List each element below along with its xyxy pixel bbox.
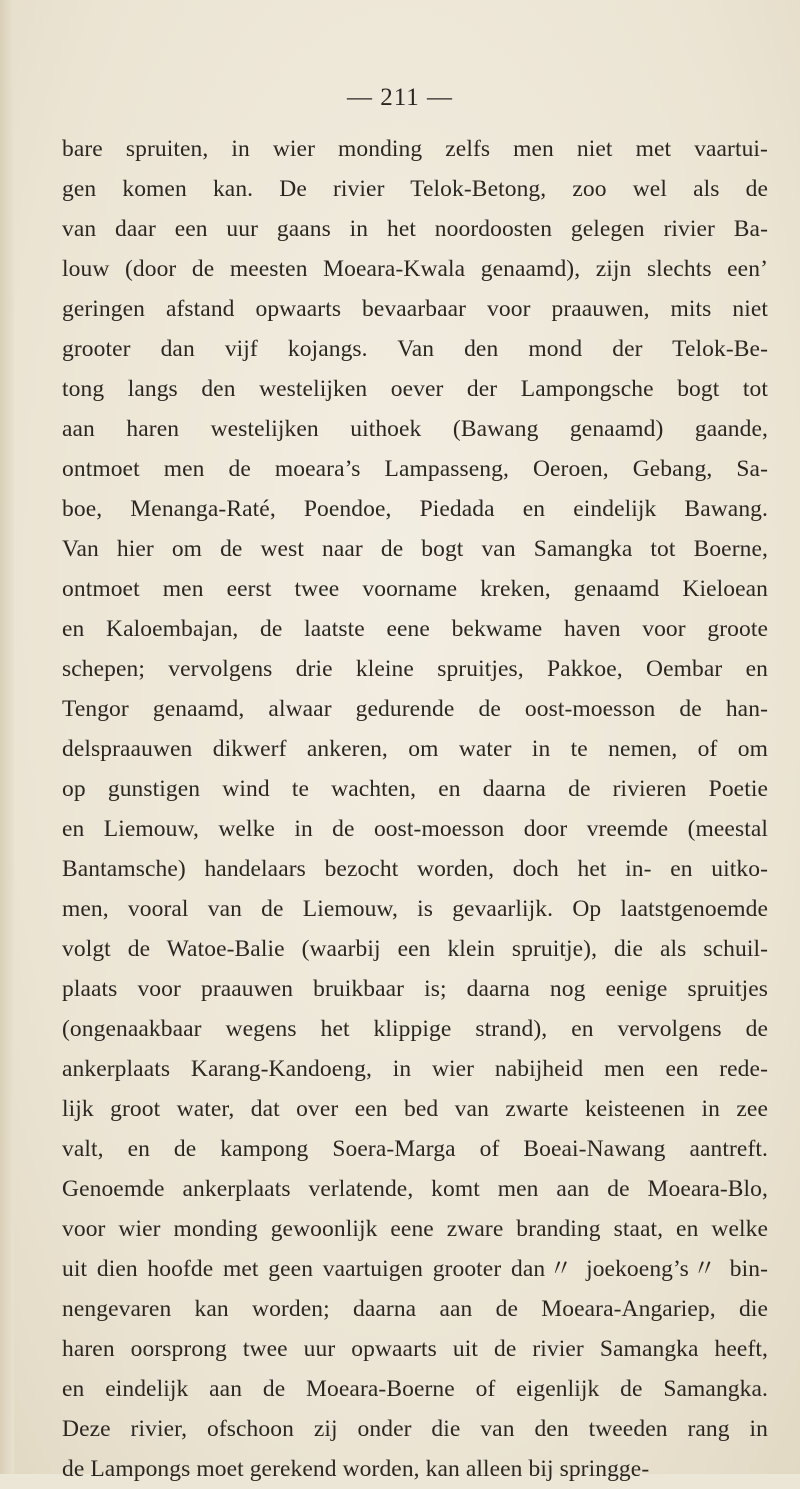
text-line: en Liemouw, welke in de oost-moesson door vreemde (meestal [62, 816, 768, 842]
text-line: (ongenaakbaar wegens het klippige strand), en vervolgens de [62, 1016, 768, 1042]
page-number-header: — 211 — [346, 84, 454, 111]
text-line: geringen afstand opwaarts bevaarbaar voor praauwen, mits niet [62, 296, 768, 322]
text-line: bare spruiten, in wier monding zelfs men niet met vaartui- [62, 136, 768, 162]
text-line: volgt de Watoe-Balie (waarbij een klein spruitje), die als schuil- [62, 936, 768, 962]
text-line: nengevaren kan worden; daarna aan de Moeara-Angariep, die [62, 1296, 768, 1322]
text-line: Van hier om de west naar de bogt van Samangka tot Boerne, [62, 536, 768, 562]
text-line: men, vooral van de Liemouw, is gevaarlijk. Op laatstgenoemde [62, 896, 768, 922]
text-line: uit dien hoofde met geen vaartuigen grooter dan〃 joekoeng’s〃 bin- [62, 1256, 768, 1282]
text-line: schepen; vervolgens drie kleine spruitjes, Pakkoe, Oembar en [62, 656, 768, 682]
text-line: Deze rivier, ofschoon zij onder die van den tweeden rang in [62, 1416, 768, 1442]
text-line: grooter dan vijf kojangs. Van den mond der Telok-Be- [62, 336, 768, 362]
text-line: Genoemde ankerplaats verlatende, komt men aan de Moeara-Blo, [62, 1176, 768, 1202]
text-line: aan haren westelijken uithoek (Bawang genaamd) gaande, [62, 416, 768, 442]
text-line: Tengor genaamd, alwaar gedurende de oost-moesson de han- [62, 696, 768, 722]
text-line: en eindelijk aan de Moeara-Boerne of eigenlijk de Samangka. [62, 1376, 768, 1402]
text-line: boe, Menanga-Raté, Poendoe, Piedada en eindelijk Bawang. [62, 496, 768, 522]
text-line: van daar een uur gaans in het noordoosten gelegen rivier Ba- [62, 216, 768, 242]
text-line: de Lampongs moet gerekend worden, kan alleen bij springge- [62, 1456, 650, 1482]
page-gutter-edge [0, 0, 14, 1474]
text-line: plaats voor praauwen bruikbaar is; daarna nog eenige spruitjes [62, 976, 768, 1002]
text-line: lijk groot water, dat over een bed van zwarte keisteenen in zee [62, 1096, 768, 1122]
text-line: tong langs den westelijken oever der Lampongsche bogt tot [62, 376, 768, 402]
text-line: valt, en de kampong Soera-Marga of Boeai-Nawang aantreft. [62, 1136, 768, 1162]
text-line: gen komen kan. De rivier Telok-Betong, zoo wel als de [62, 176, 768, 202]
text-line: en Kaloembajan, de laatste eene bekwame haven voor groote [62, 616, 768, 642]
text-line: Bantamsche) handelaars bezocht worden, doch het in- en uitko- [62, 856, 768, 882]
text-line: louw (door de meesten Moeara-Kwala genaamd), zijn slechts een’ [62, 256, 768, 282]
text-line: haren oorsprong twee uur opwaarts uit de rivier Samangka heeft, [62, 1336, 768, 1362]
text-line: ontmoet men de moeara’s Lampasseng, Oeroen, Gebang, Sa- [62, 456, 768, 482]
text-line: ontmoet men eerst twee voorname kreken, genaamd Kieloean [62, 576, 768, 602]
text-line: voor wier monding gewoonlijk eene zware branding staat, en welke [62, 1216, 768, 1242]
text-line: op gunstigen wind te wachten, en daarna de rivieren Poetie [62, 776, 768, 802]
text-line: ankerplaats Karang-Kandoeng, in wier nabijheid men een rede- [62, 1056, 768, 1082]
text-line: delspraauwen dikwerf ankeren, om water in te nemen, of om [62, 736, 768, 762]
body-text [62, 129, 768, 1489]
